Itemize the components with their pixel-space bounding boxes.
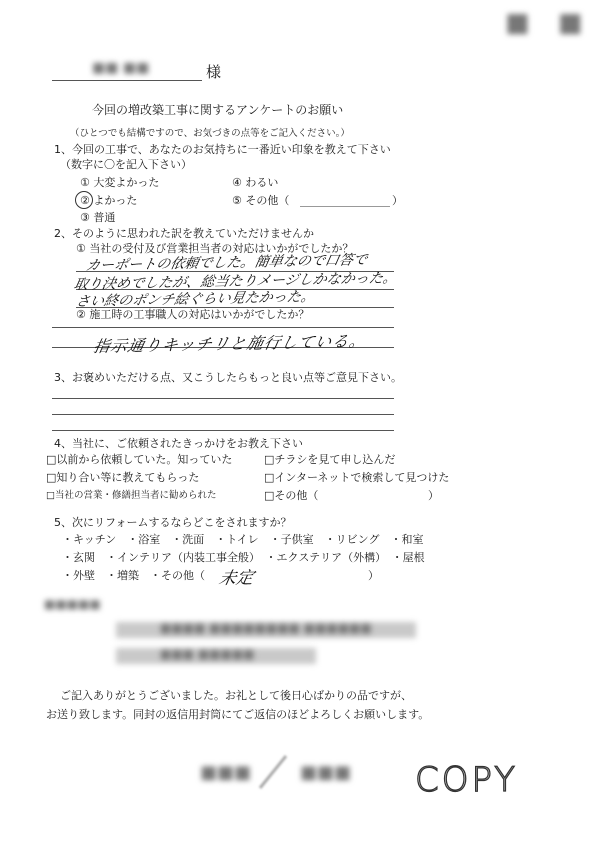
q3-question: 3、お褒めいただける点、又こうしたらもっと良い点等ご意見下さい。 xyxy=(54,371,402,384)
recipient-name: ■■ ■■ xyxy=(92,60,150,76)
q4-option-4: □チラシを見て申し込んだ xyxy=(264,453,396,466)
date-stamp-right: ■■■ xyxy=(300,762,352,783)
q5-row-3-close: ） xyxy=(368,569,379,582)
handwritten-answer-1: カーポートの依頼でした。簡単なので口答で xyxy=(84,252,369,274)
q1-option-2: ② よかった xyxy=(80,194,138,207)
handwritten-answer-2: 取り決めでしたが、総当たりメージしかなかった。 xyxy=(72,270,399,293)
q1-other-line xyxy=(300,206,390,207)
q1-option-4: ④ わるい xyxy=(232,176,279,189)
intro-note: （ひとつでも結構ですので、お気づきの点等をご記入ください。） xyxy=(70,128,350,139)
q2-sub1: ① 当社の受付及び営業担当者の対応はいかがでしたか？ xyxy=(76,242,354,255)
handwritten-answer-3: さい終のポンチ絵ぐらい見たかった。 xyxy=(74,289,317,310)
slash-mark xyxy=(252,752,292,792)
date-stamp-left: ■■■ xyxy=(200,762,252,783)
q2-sub2: ② 施工時の工事職人の対応はいかがでしたか？ xyxy=(76,308,310,321)
q5-row-1: ・キッチン ・浴室 ・洗面 ・トイレ ・子供室 ・リビング ・和室 xyxy=(62,533,424,546)
q1-option-5: ⑤ その他（ xyxy=(232,194,290,207)
q5-row-2: ・玄関 ・インテリア（内装工事全般） ・エクステリア（外構） ・屋根 xyxy=(62,551,425,564)
q4-option-1: □以前から依頼していた。知っていた xyxy=(46,453,233,466)
answer-line xyxy=(52,414,394,415)
q1-question: 1、今回の工事で、あなたのお気持ちに一番近い印象を教えて下さい xyxy=(54,143,391,156)
q5-row-3: ・外壁 ・増築 ・その他（ xyxy=(62,569,205,582)
closing-line-1: ご記入ありがとうございました。お礼として後日心ばかりの品ですが、 xyxy=(60,689,412,702)
selected-answer-circle xyxy=(75,191,93,209)
q1-instruction: （数字に〇を記入下さい） xyxy=(60,158,192,171)
answer-line xyxy=(52,398,394,399)
q4-option-3: □当社の営業・修繕担当者に勧められた xyxy=(46,490,217,501)
corner-stamp: ■ ■ xyxy=(505,8,593,38)
handwritten-answer-5: 未定 xyxy=(217,568,256,589)
handwritten-answer-4: 指示通りキッチリと施行している。 xyxy=(91,331,369,356)
q1-option-close: ） xyxy=(392,194,403,207)
q4-question: 4、当社に、ご依頼されたきっかけをお教え下さい xyxy=(54,437,303,450)
redacted-label: ■■■■■ xyxy=(44,597,101,611)
q1-option-1: ① 大変よかった xyxy=(80,176,160,189)
q4-option-close: ） xyxy=(428,489,439,502)
q5-question: 5、次にリフォームするならどこをされますか？ xyxy=(54,516,292,529)
q4-option-6: □その他（ xyxy=(264,489,319,502)
recipient-underline xyxy=(52,80,202,81)
q1-option-3: ③ 普通 xyxy=(80,211,116,224)
honorific: 様 xyxy=(206,63,222,81)
answer-line xyxy=(52,430,394,431)
copy-stamp: COPY xyxy=(415,760,519,800)
redacted-phone-text: ■■■ ■■■■■ xyxy=(160,647,255,661)
q4-option-2: □知り合い等に教えてもらった xyxy=(46,471,200,484)
redacted-address-text: ■■■■ ■■■■■■■■ ■■■■■■ xyxy=(160,621,372,635)
q4-option-5: □インターネットで検索して見つけた xyxy=(264,471,450,484)
q2-question: 2、そのように思われた訳を教えていただけませんか xyxy=(54,227,314,240)
survey-title: 今回の増改築工事に関するアンケートのお願い xyxy=(92,103,344,117)
closing-line-2: お送り致します。同封の返信用封筒にてご返信のほどよろしくお願いします。 xyxy=(46,708,430,721)
